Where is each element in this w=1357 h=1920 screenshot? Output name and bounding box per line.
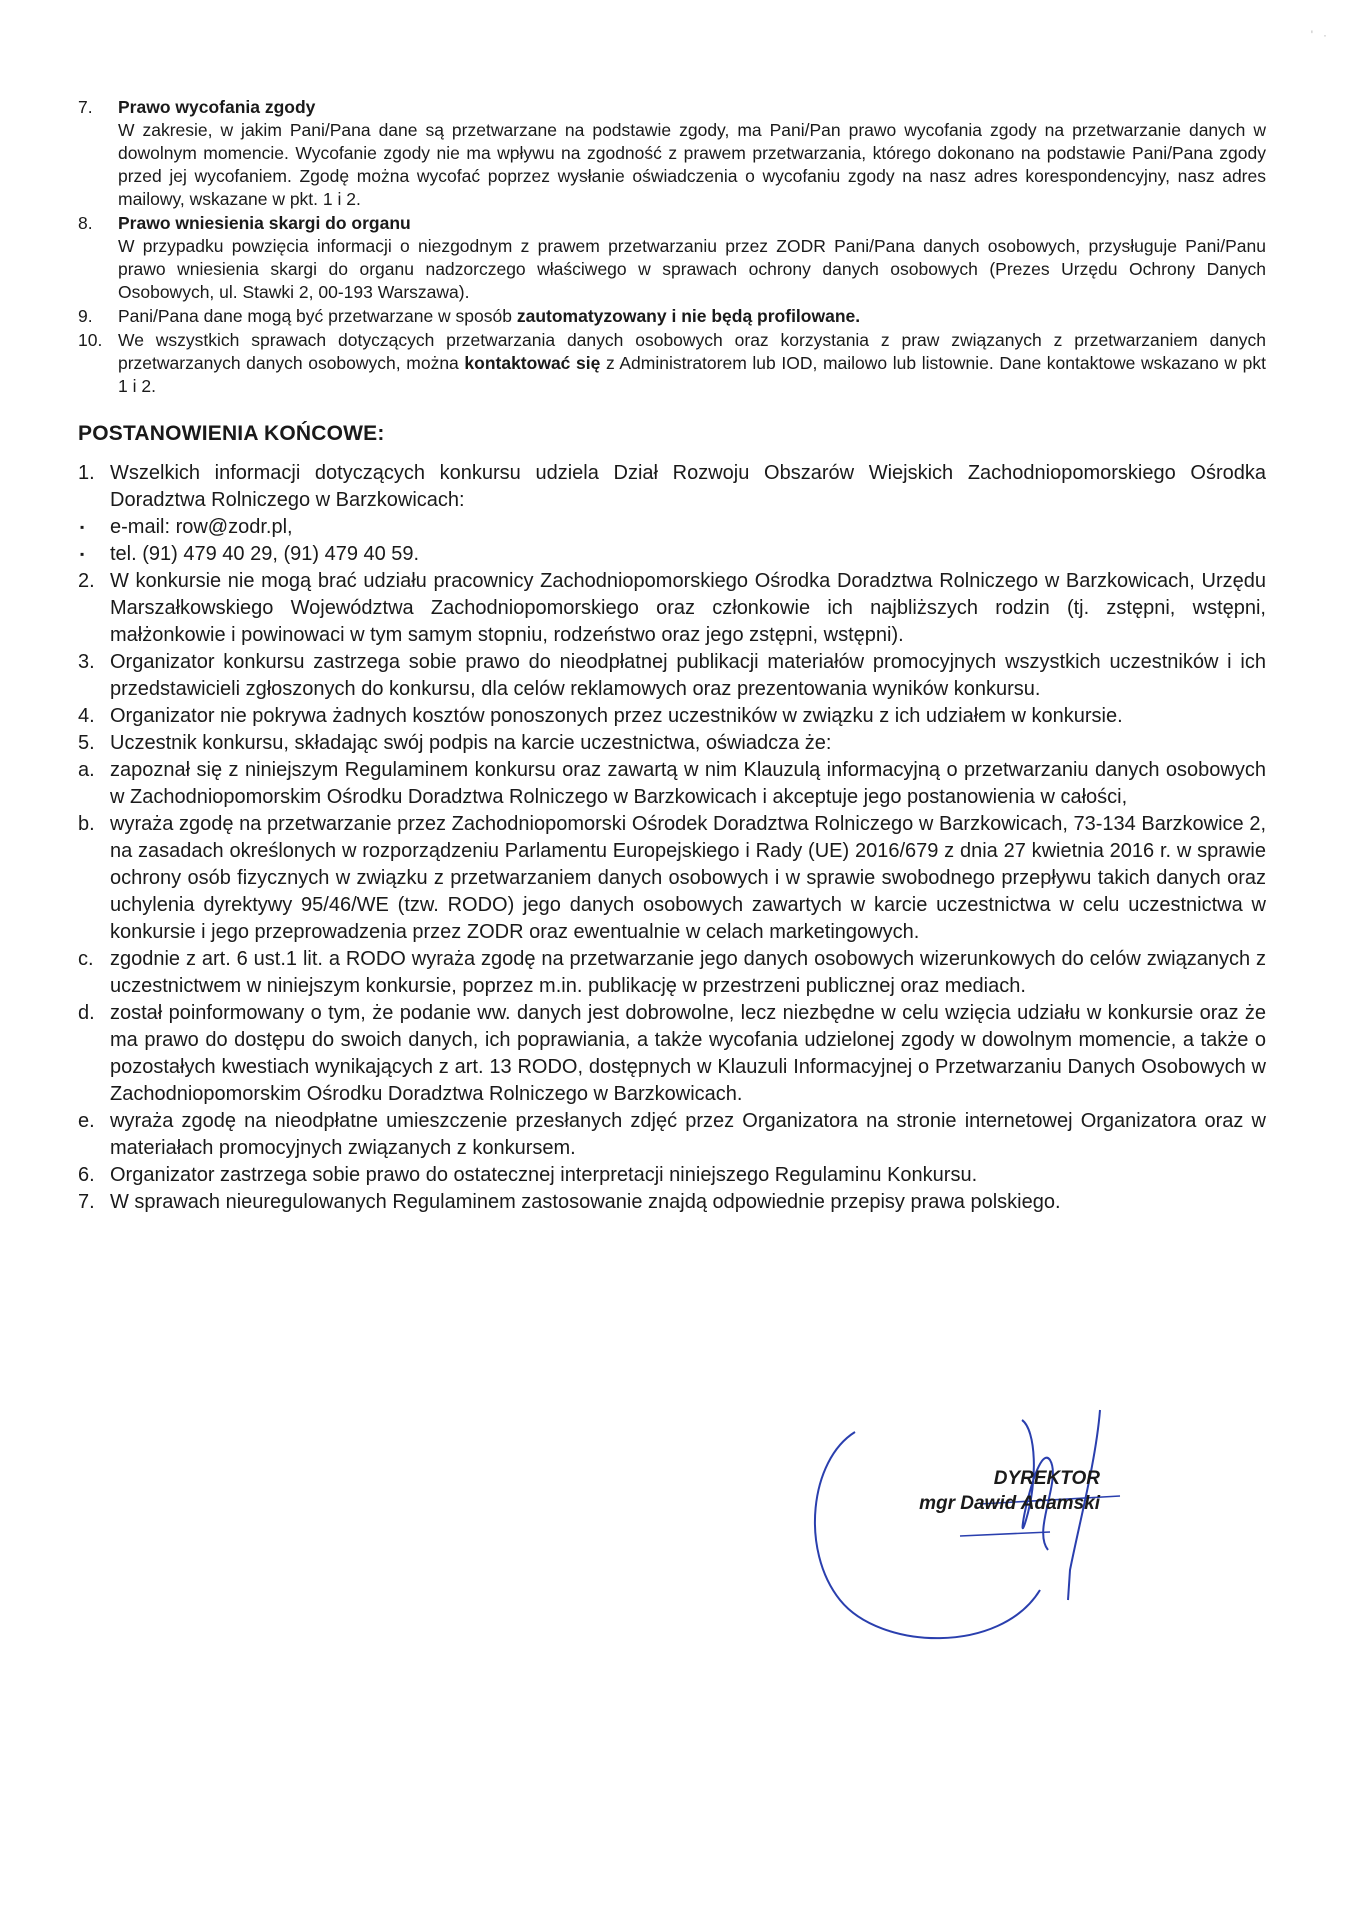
item-text-after: z Administratorem lub IOD, mailowo lub listownie. Dane kontaktowe wskazano w pkt 1 i 2. <box>118 353 1266 396</box>
final-provision-item <box>76 1189 1266 1216</box>
item-text: W przypadku powzięcia informacji o niezgodnym z prawem przetwarzaniu przez ZODR Pani/Pana danych osobowych, przysługuje Pani/Panu prawo wniesienia skargi do organu nadzorczego właściwego w sprawach ochrony danych osobowych (Prezes Urzędu Ochrony Danych Osobowych, ul. Stawki 2, 00-193 Warszawa). <box>118 236 1266 302</box>
item-text: Uczestnik konkursu, składając swój podpis na karcie uczestnictwa, oświadcza że: <box>110 732 832 754</box>
item-text: We wszystkich sprawach dotyczących przetwarzania danych osobowych oraz korzystania z praw związanych z przetwarzaniem danych przetwarzanych danych osobowych, można <box>118 330 1266 373</box>
item-text: Wszelkich informacji dotyczących konkursu udziela Dział Rozwoju Obszarów Wiejskich Zachodniopomorskiego Ośrodka Doradztwa Rolniczego w Barzkowicach: <box>110 462 1266 511</box>
item-number: 3. <box>78 651 95 673</box>
final-provision-item <box>76 460 1266 514</box>
item-number: ▪ <box>80 520 85 534</box>
signature-name: mgr Dawid Adamski <box>919 1493 1100 1514</box>
item-text: został poinformowany o tym, że podanie ww. danych jest dobrowolne, lecz niezbędne w celu wzięcia udziału w konkursie oraz że ma prawo do dostępu do swoich danych, ich poprawiania, a także wycofania udzielonej zgody w dowolnym momencie, a także o pozostałych kwestiach wynikających z art. 13 RODO, dostępnych w Klauzuli Informacyjnej o Przetwarzaniu Danych Osobowych w Zachodniopomorskim Ośrodku Doradztwa Rolniczego w Barzkowicach. <box>110 1002 1266 1105</box>
item-text: tel. (91) 479 40 29, (91) 479 40 59. <box>110 543 420 565</box>
final-provisions-list <box>76 460 1266 1216</box>
item-text: zapoznał się z niniejszym Regulaminem konkursu oraz zawartą w nim Klauzulą informacyjną o przetwarzaniu danych osobowych w Zachodniopomorskim Ośrodku Doradztwa Rolniczego w Barzkowicach i akceptuje jego postanowienia w całości, <box>110 759 1266 808</box>
item-number: 10. <box>78 330 103 350</box>
item-text: Organizator nie pokrywa żadnych kosztów ponoszonych przez uczestników w związku z ich udziałem w konkursie. <box>110 705 1123 727</box>
item-text: wyraża zgodę na nieodpłatne umieszczenie przesłanych zdjęć przez Organizatora na stronie internetowej Organizatora oraz w materiałach promocyjnych związanych z konkursem. <box>110 1110 1266 1159</box>
item-number: 1. <box>78 462 95 484</box>
item-title: Prawo wniesienia skargi do organu <box>118 213 411 233</box>
privacy-item-8 <box>76 212 1266 304</box>
item-text: Organizator konkursu zastrzega sobie prawo do nieodpłatnej publikacji materiałów promocyjnych wszystkich uczestników i ich przedstawicieli zgłoszonych do konkursu, dla celów reklamowych oraz prezentowania wyników konkursu. <box>110 651 1266 700</box>
item-text: zgodnie z art. 6 ust.1 lit. a RODO wyraża zgodę na przetwarzanie jego danych osobowych wizerunkowych do celów związanych z uczestnictwem w niniejszym konkursie, poprzez m.in. publikację w przestrzeni publicznej oraz mediach. <box>110 948 1266 997</box>
privacy-item-10 <box>76 329 1266 398</box>
item-number: c. <box>78 948 94 970</box>
signature-block <box>870 1466 1100 1516</box>
item-number: ▪ <box>80 547 85 561</box>
item-text: Pani/Pana dane mogą być przetwarzane w sposób <box>118 306 517 326</box>
signature-scribble <box>800 1400 1160 1660</box>
item-title: Prawo wycofania zgody <box>118 97 316 117</box>
final-bullet-item <box>76 541 1266 568</box>
final-provision-item <box>76 1108 1266 1162</box>
item-number: 2. <box>78 570 95 592</box>
final-provisions-heading: POSTANOWIENIA KOŃCOWE: <box>78 422 385 445</box>
item-number: 8. <box>78 213 93 233</box>
item-number: a. <box>78 759 95 781</box>
final-provision-item <box>76 757 1266 811</box>
item-text: W zakresie, w jakim Pani/Pana dane są przetwarzane na podstawie zgody, ma Pani/Pan prawo wycofania zgody na przetwarzanie danych w dowolnym momencie. Wycofanie zgody nie ma wpływu na zgodność z prawem przetwarzania, którego dokonano na podstawie Pani/Pana zgody przed jej wycofaniem. Zgodę można wycofać poprzez wysłanie oświadczenia o wycofaniu zgody na nasz adres korespondencyjny, nasz adres mailowy, wskazane w pkt. 1 i 2. <box>118 120 1266 209</box>
item-text: wyraża zgodę na przetwarzanie przez Zachodniopomorski Ośrodek Doradztwa Rolniczego w Barzkowicach, 73-134 Barzkowice 2, na zasadach określonych w rozporządzeniu Parlamentu Europejskiego i Rady (UE) 2016/679 z dnia 27 kwietnia 2016 r. w sprawie ochrony osób fizycznych w związku z przetwarzaniem danych osobowych i w sprawie swobodnego przepływu takich danych oraz uchylenia dyrektywy 95/46/WE (tzw. RODO) jego danych osobowych zawartych w karcie uczestnictwa w celu uczestnictwa w konkursie i jego przeprowadzenia przez ZODR oraz ewentualnie w celach marketingowych. <box>110 813 1266 943</box>
final-provision-item <box>76 649 1266 703</box>
final-provision-item <box>76 1162 1266 1189</box>
signature-title: DYREKTOR <box>993 1468 1100 1489</box>
final-provision-item <box>76 703 1266 730</box>
item-number: e. <box>78 1110 95 1132</box>
final-bullet-item <box>76 514 1266 541</box>
final-provision-item <box>76 811 1266 946</box>
item-number: 6. <box>78 1164 95 1186</box>
item-number: 7. <box>78 97 93 117</box>
item-text: e-mail: row@zodr.pl, <box>110 516 293 538</box>
item-text: W sprawach nieuregulowanych Regulaminem zastosowanie znajdą odpowiednie przepisy prawa polskiego. <box>110 1191 1061 1213</box>
final-provision-item <box>76 730 1266 757</box>
final-provision-item <box>76 1000 1266 1108</box>
item-number: 4. <box>78 705 95 727</box>
item-number: d. <box>78 1002 95 1024</box>
final-provision-item <box>76 946 1266 1000</box>
item-number: 5. <box>78 732 95 754</box>
privacy-item-9 <box>76 305 1266 328</box>
item-text-bold: kontaktować się <box>464 353 601 373</box>
scan-marks: ' · <box>1310 28 1327 42</box>
item-text: Organizator zastrzega sobie prawo do ostatecznej interpretacji niniejszego Regulaminu Konkursu. <box>110 1164 978 1186</box>
item-text: W konkursie nie mogą brać udziału pracownicy Zachodniopomorskiego Ośrodka Doradztwa Rolniczego w Barzkowicach, Urzędu Marszałkowskiego Województwa Zachodniopomorskiego oraz członkowie ich najbliższych rodzin (tj. zstępni, wstępni, małżonkowie i powinowaci w tym samym stopniu, rodzeństwo oraz jego zstępni, wstępni). <box>110 570 1266 646</box>
item-number: 7. <box>78 1191 95 1213</box>
item-text-bold: zautomatyzowany i nie będą profilowane. <box>516 306 861 326</box>
document-content <box>76 96 1266 1216</box>
privacy-item-7 <box>76 96 1266 211</box>
final-provision-item <box>76 568 1266 649</box>
item-number: 9. <box>78 306 93 326</box>
item-number: b. <box>78 813 95 835</box>
